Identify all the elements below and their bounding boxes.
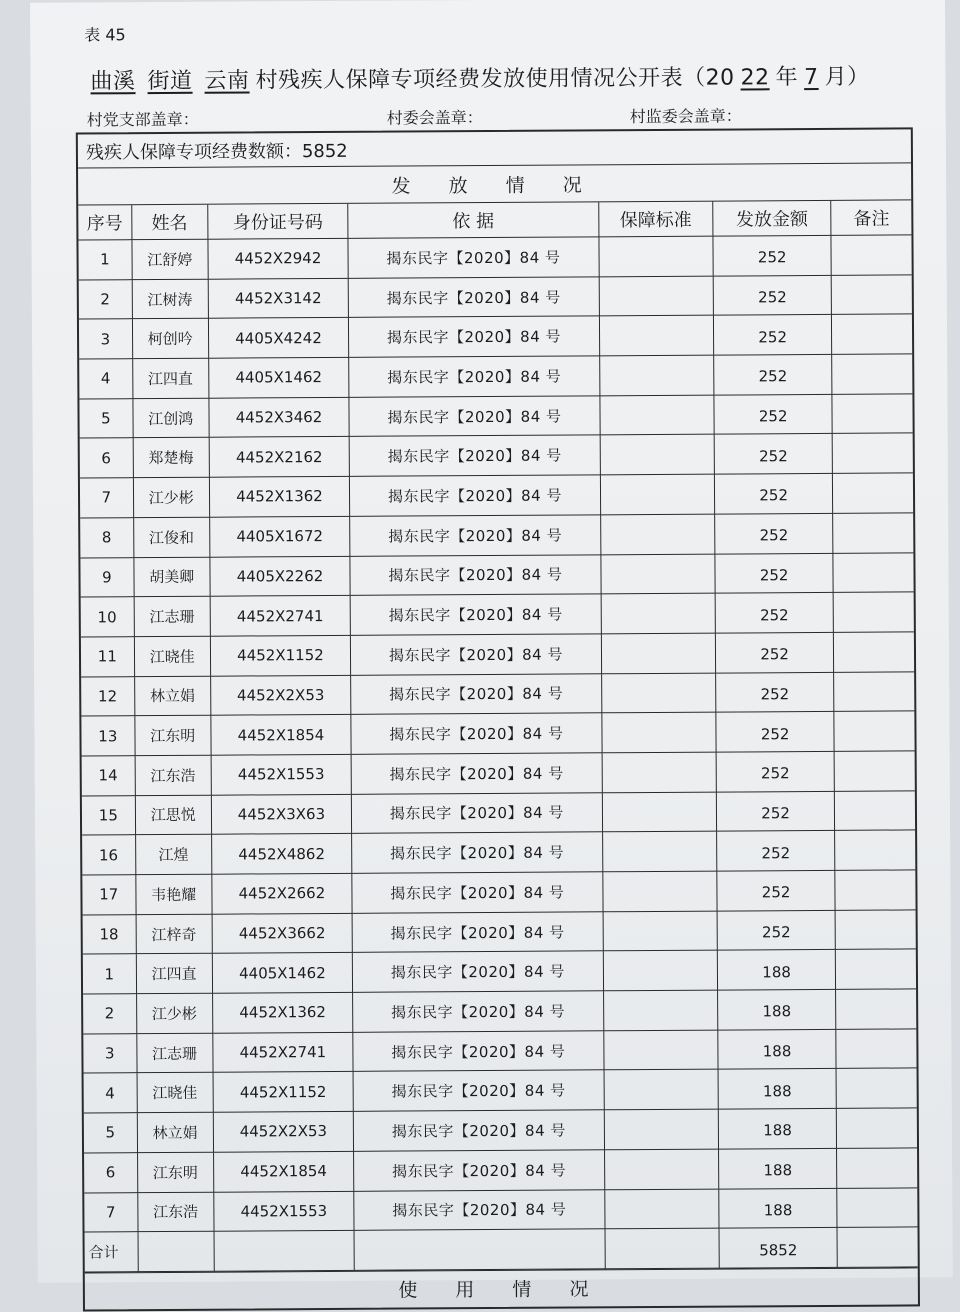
name-cell: 江志珊 <box>136 1033 212 1073</box>
basis-cell: 揭东民字【2020】84 号 <box>354 1150 605 1191</box>
col-header-name: 姓名 <box>131 205 207 240</box>
fund-total: 残疾人保障专项经费数额：5852 <box>78 129 911 168</box>
table-row <box>84 1108 917 1153</box>
standard-cell <box>601 673 716 713</box>
basis-cell: 揭东民字【2020】84 号 <box>349 356 600 397</box>
name-cell: 江东明 <box>134 715 210 755</box>
remark-cell <box>837 1187 917 1227</box>
disbursement-table <box>76 127 920 1311</box>
row-number-cell: 5 <box>84 1113 137 1153</box>
name-cell: 江晓佳 <box>137 1073 213 1113</box>
title-street-suffix: 街道 <box>147 68 193 95</box>
basis-cell: 揭东民字【2020】84 号 <box>353 1070 604 1111</box>
standard-cell <box>602 752 717 792</box>
remark-cell <box>833 552 913 592</box>
remark-cell <box>833 592 913 632</box>
table-row <box>79 394 912 439</box>
remark-cell <box>832 394 912 434</box>
name-cell: 江东浩 <box>137 1192 213 1232</box>
id-number-cell: 4452X1553 <box>214 1191 355 1232</box>
basis-cell: 揭东民字【2020】84 号 <box>354 1189 605 1230</box>
table-row <box>81 632 914 677</box>
row-number-cell: 18 <box>83 914 136 954</box>
total-cell-empty <box>138 1231 214 1271</box>
remark-cell <box>834 632 914 672</box>
amount-cell: 252 <box>717 910 836 950</box>
remark-cell <box>835 791 915 831</box>
standard-cell <box>601 593 716 633</box>
row-number-cell: 4 <box>84 1073 137 1113</box>
amount-cell: 188 <box>717 950 836 990</box>
remark-cell <box>833 513 913 553</box>
row-number-cell: 8 <box>80 517 133 557</box>
table-row <box>81 671 914 716</box>
standard-cell <box>599 316 714 356</box>
table-row <box>80 513 913 558</box>
table-row <box>82 830 915 875</box>
name-cell: 江俊和 <box>133 517 209 557</box>
col-header-basis: 依 据 <box>348 202 599 238</box>
remark-cell <box>832 354 912 394</box>
remark-cell <box>836 1068 916 1108</box>
row-number-cell: 15 <box>82 795 135 835</box>
amount-cell: 252 <box>716 751 835 791</box>
amount-cell: 252 <box>713 275 832 315</box>
id-number-cell: 4405X1462 <box>212 953 353 994</box>
standard-cell <box>601 633 716 673</box>
remark-cell <box>836 1029 916 1069</box>
total-row <box>85 1227 918 1272</box>
name-cell: 江四直 <box>132 358 208 398</box>
basis-cell: 揭东民字【2020】84 号 <box>350 554 601 595</box>
id-number-cell: 4405X4242 <box>208 318 349 359</box>
col-header-no: 序号 <box>78 205 131 240</box>
standard-cell <box>599 236 714 276</box>
name-cell: 江志珊 <box>134 596 210 636</box>
row-number-cell: 10 <box>81 597 134 637</box>
table-row <box>79 314 912 359</box>
name-cell: 江少彬 <box>133 477 209 517</box>
table-row <box>82 870 915 915</box>
total-label: 合计 <box>85 1232 138 1272</box>
total-cell-empty <box>354 1229 605 1270</box>
table-row <box>82 791 915 836</box>
form-number: 表 45 <box>84 25 126 45</box>
id-number-cell: 4452X3662 <box>212 913 353 954</box>
row-number-cell: 6 <box>84 1152 137 1192</box>
id-number-cell: 4452X2X53 <box>213 1111 354 1152</box>
table-row <box>84 1148 917 1193</box>
table-row <box>84 1187 917 1232</box>
name-cell: 江晓佳 <box>134 636 210 676</box>
table-row <box>79 275 912 320</box>
standard-cell <box>599 355 714 395</box>
name-cell: 江少彬 <box>136 993 212 1033</box>
id-number-cell: 4405X1462 <box>208 357 349 398</box>
basis-cell: 揭东民字【2020】84 号 <box>350 475 601 516</box>
total-cell-empty <box>837 1227 917 1267</box>
name-cell: 江梓奇 <box>136 914 212 954</box>
remark-cell <box>837 1108 917 1148</box>
table-header-row <box>78 200 911 240</box>
amount-cell: 188 <box>719 1148 838 1188</box>
total-cell-empty <box>605 1228 720 1268</box>
page-title <box>84 60 869 96</box>
amount-cell: 252 <box>716 712 835 752</box>
remark-cell <box>832 314 912 354</box>
remark-cell <box>834 671 914 711</box>
remark-cell <box>836 949 916 989</box>
basis-cell: 揭东民字【2020】84 号 <box>349 396 600 437</box>
id-number-cell: 4452X3462 <box>209 397 350 438</box>
amount-cell: 188 <box>718 1109 837 1149</box>
row-number-cell: 3 <box>79 319 132 359</box>
standard-cell <box>603 911 718 951</box>
basis-cell: 揭东民字【2020】84 号 <box>351 753 602 794</box>
distribution-table <box>78 200 918 1272</box>
table-row <box>83 1029 916 1074</box>
table-row <box>83 910 916 955</box>
standard-cell <box>603 950 718 990</box>
amount-cell: 252 <box>715 513 834 553</box>
name-cell: 郑楚梅 <box>133 438 209 478</box>
basis-cell: 揭东民字【2020】84 号 <box>352 912 603 953</box>
row-number-cell: 7 <box>84 1192 137 1232</box>
name-cell: 江思悦 <box>135 795 211 835</box>
name-cell: 江创鸿 <box>133 398 209 438</box>
row-number-cell: 11 <box>81 637 134 677</box>
col-header-id: 身份证号码 <box>208 204 349 239</box>
standard-cell <box>600 435 715 475</box>
amount-cell: 188 <box>719 1188 838 1228</box>
amount-cell: 252 <box>715 553 834 593</box>
standard-cell <box>600 514 715 554</box>
standard-cell <box>604 1189 719 1229</box>
table-row <box>82 751 915 796</box>
table-row <box>81 592 914 637</box>
basis-cell: 揭东民字【2020】84 号 <box>351 673 602 714</box>
amount-cell: 252 <box>714 394 833 434</box>
standard-cell <box>601 554 716 594</box>
standard-cell <box>604 1070 719 1110</box>
standard-cell <box>602 792 717 832</box>
amount-cell: 252 <box>714 474 833 514</box>
stamp-row <box>86 103 807 130</box>
document-page <box>30 0 953 1302</box>
remark-cell <box>835 830 915 870</box>
distribution-section-header: 发 放 情 况 <box>78 163 911 205</box>
village-committee-stamp-label: 村委会盖章： <box>386 108 483 128</box>
basis-cell: 揭东民字【2020】84 号 <box>352 951 603 992</box>
basis-cell: 揭东民字【2020】84 号 <box>351 713 602 754</box>
basis-cell: 揭东民字【2020】84 号 <box>350 515 601 556</box>
remark-cell <box>834 751 914 791</box>
row-number-cell: 9 <box>80 557 133 597</box>
title-month: 7 <box>803 64 819 91</box>
basis-cell: 揭东民字【2020】84 号 <box>352 872 603 913</box>
row-number-cell: 1 <box>83 954 136 994</box>
row-number-cell: 2 <box>79 279 132 319</box>
remark-cell <box>833 473 913 513</box>
id-number-cell: 4405X1672 <box>209 516 350 557</box>
name-cell: 江树涛 <box>132 279 208 319</box>
title-main: 村残疾人保障专项经费发放使用情况公开表（20 <box>255 65 735 94</box>
name-cell: 林立娟 <box>137 1112 213 1152</box>
name-cell: 林立娟 <box>134 676 210 716</box>
standard-cell <box>602 712 717 752</box>
id-number-cell: 4452X3X63 <box>211 794 352 835</box>
basis-cell: 揭东民字【2020】84 号 <box>353 1110 604 1151</box>
id-number-cell: 4452X2942 <box>208 238 349 279</box>
table-row <box>80 552 913 597</box>
standard-cell <box>604 1109 719 1149</box>
remark-cell <box>837 1148 917 1188</box>
col-header-amount: 发放金额 <box>713 201 831 236</box>
remark-cell <box>835 910 915 950</box>
row-number-cell: 17 <box>82 875 135 915</box>
remark-cell <box>831 275 911 315</box>
id-number-cell: 4452X1854 <box>211 715 352 756</box>
id-number-cell: 4452X1152 <box>210 635 351 676</box>
standard-cell <box>599 276 714 316</box>
standard-cell <box>602 831 717 871</box>
id-number-cell: 4452X2X53 <box>210 675 351 716</box>
table-row <box>79 354 912 399</box>
id-number-cell: 4405X2262 <box>210 556 351 597</box>
standard-cell <box>600 395 715 435</box>
id-number-cell: 4452X3142 <box>208 278 349 319</box>
row-number-cell: 3 <box>83 1033 136 1073</box>
amount-cell: 188 <box>718 1069 837 1109</box>
remark-cell <box>834 711 914 751</box>
id-number-cell: 4452X4862 <box>211 834 352 875</box>
basis-cell: 揭东民字【2020】84 号 <box>353 1031 604 1072</box>
row-number-cell: 4 <box>79 359 132 399</box>
standard-cell <box>604 1030 719 1070</box>
standard-cell <box>600 474 715 514</box>
remark-cell <box>836 989 916 1029</box>
basis-cell: 揭东民字【2020】84 号 <box>351 792 602 833</box>
basis-cell: 揭东民字【2020】84 号 <box>352 832 603 873</box>
amount-cell: 252 <box>717 870 836 910</box>
row-number-cell: 13 <box>81 716 134 756</box>
row-number-cell: 14 <box>82 756 135 796</box>
table-row <box>80 473 913 518</box>
standard-cell <box>603 990 718 1030</box>
table-row <box>83 949 916 994</box>
row-number-cell: 6 <box>80 438 133 478</box>
title-village: 云南 <box>204 68 250 94</box>
amount-cell: 252 <box>713 235 832 275</box>
basis-cell: 揭东民字【2020】84 号 <box>351 634 602 675</box>
id-number-cell: 4452X1362 <box>209 476 350 517</box>
name-cell: 柯创吟 <box>132 319 208 359</box>
id-number-cell: 4452X2741 <box>213 1032 354 1073</box>
id-number-cell: 4452X1362 <box>212 992 353 1033</box>
amount-cell: 252 <box>714 434 833 474</box>
title-month-unit: 月） <box>824 64 870 90</box>
amount-cell: 252 <box>713 315 832 355</box>
id-number-cell: 4452X2662 <box>212 873 353 914</box>
name-cell: 江四直 <box>136 954 212 994</box>
amount-cell: 252 <box>716 672 835 712</box>
name-cell: 韦艳耀 <box>135 874 211 914</box>
name-cell: 江舒婷 <box>132 239 208 279</box>
table-row <box>80 433 913 478</box>
basis-cell: 揭东民字【2020】84 号 <box>350 594 601 635</box>
amount-cell: 252 <box>716 791 835 831</box>
row-number-cell: 1 <box>78 240 131 280</box>
standard-cell <box>604 1149 719 1189</box>
id-number-cell: 4452X2162 <box>209 437 350 478</box>
col-header-standard: 保障标准 <box>598 202 712 237</box>
total-cell-empty <box>214 1231 355 1272</box>
remark-cell <box>831 235 911 275</box>
amount-cell: 252 <box>715 593 834 633</box>
name-cell: 江东浩 <box>135 755 211 795</box>
table-row <box>78 235 911 280</box>
basis-cell: 揭东民字【2020】84 号 <box>353 991 604 1032</box>
amount-cell: 252 <box>717 831 836 871</box>
remark-cell <box>832 433 912 473</box>
id-number-cell: 4452X1854 <box>213 1151 354 1192</box>
basis-cell: 揭东民字【2020】84 号 <box>349 316 600 357</box>
row-number-cell: 5 <box>79 398 132 438</box>
party-branch-stamp-label: 村党支部盖章： <box>86 109 199 130</box>
amount-cell: 252 <box>714 354 833 394</box>
name-cell: 胡美卿 <box>134 557 210 597</box>
amount-cell: 188 <box>718 989 837 1029</box>
title-year-unit: 年 <box>775 65 799 91</box>
table-row <box>84 1068 917 1113</box>
total-amount: 5852 <box>719 1228 838 1268</box>
row-number-cell: 7 <box>80 478 133 518</box>
id-number-cell: 4452X1152 <box>213 1072 354 1113</box>
table-row <box>81 711 914 756</box>
remark-cell <box>835 870 915 910</box>
basis-cell: 揭东民字【2020】84 号 <box>349 435 600 476</box>
id-number-cell: 4452X2741 <box>210 596 351 637</box>
amount-cell: 252 <box>715 632 834 672</box>
title-street: 曲溪 <box>90 69 136 95</box>
standard-cell <box>603 871 718 911</box>
table-row <box>83 989 916 1034</box>
title-year: 22 <box>740 65 770 91</box>
id-number-cell: 4452X1553 <box>211 754 352 795</box>
basis-cell: 揭东民字【2020】84 号 <box>348 237 599 278</box>
name-cell: 江东明 <box>137 1152 213 1192</box>
supervision-committee-stamp-label: 村监委会盖章： <box>629 106 742 127</box>
amount-cell: 188 <box>718 1029 837 1069</box>
col-header-remark: 备注 <box>831 200 911 235</box>
basis-cell: 揭东民字【2020】84 号 <box>348 277 599 318</box>
row-number-cell: 16 <box>82 835 135 875</box>
row-number-cell: 12 <box>81 676 134 716</box>
usage-section-header: 使 用 情 况 <box>85 1267 918 1309</box>
name-cell: 江煌 <box>135 835 211 875</box>
row-number-cell: 2 <box>83 994 136 1034</box>
